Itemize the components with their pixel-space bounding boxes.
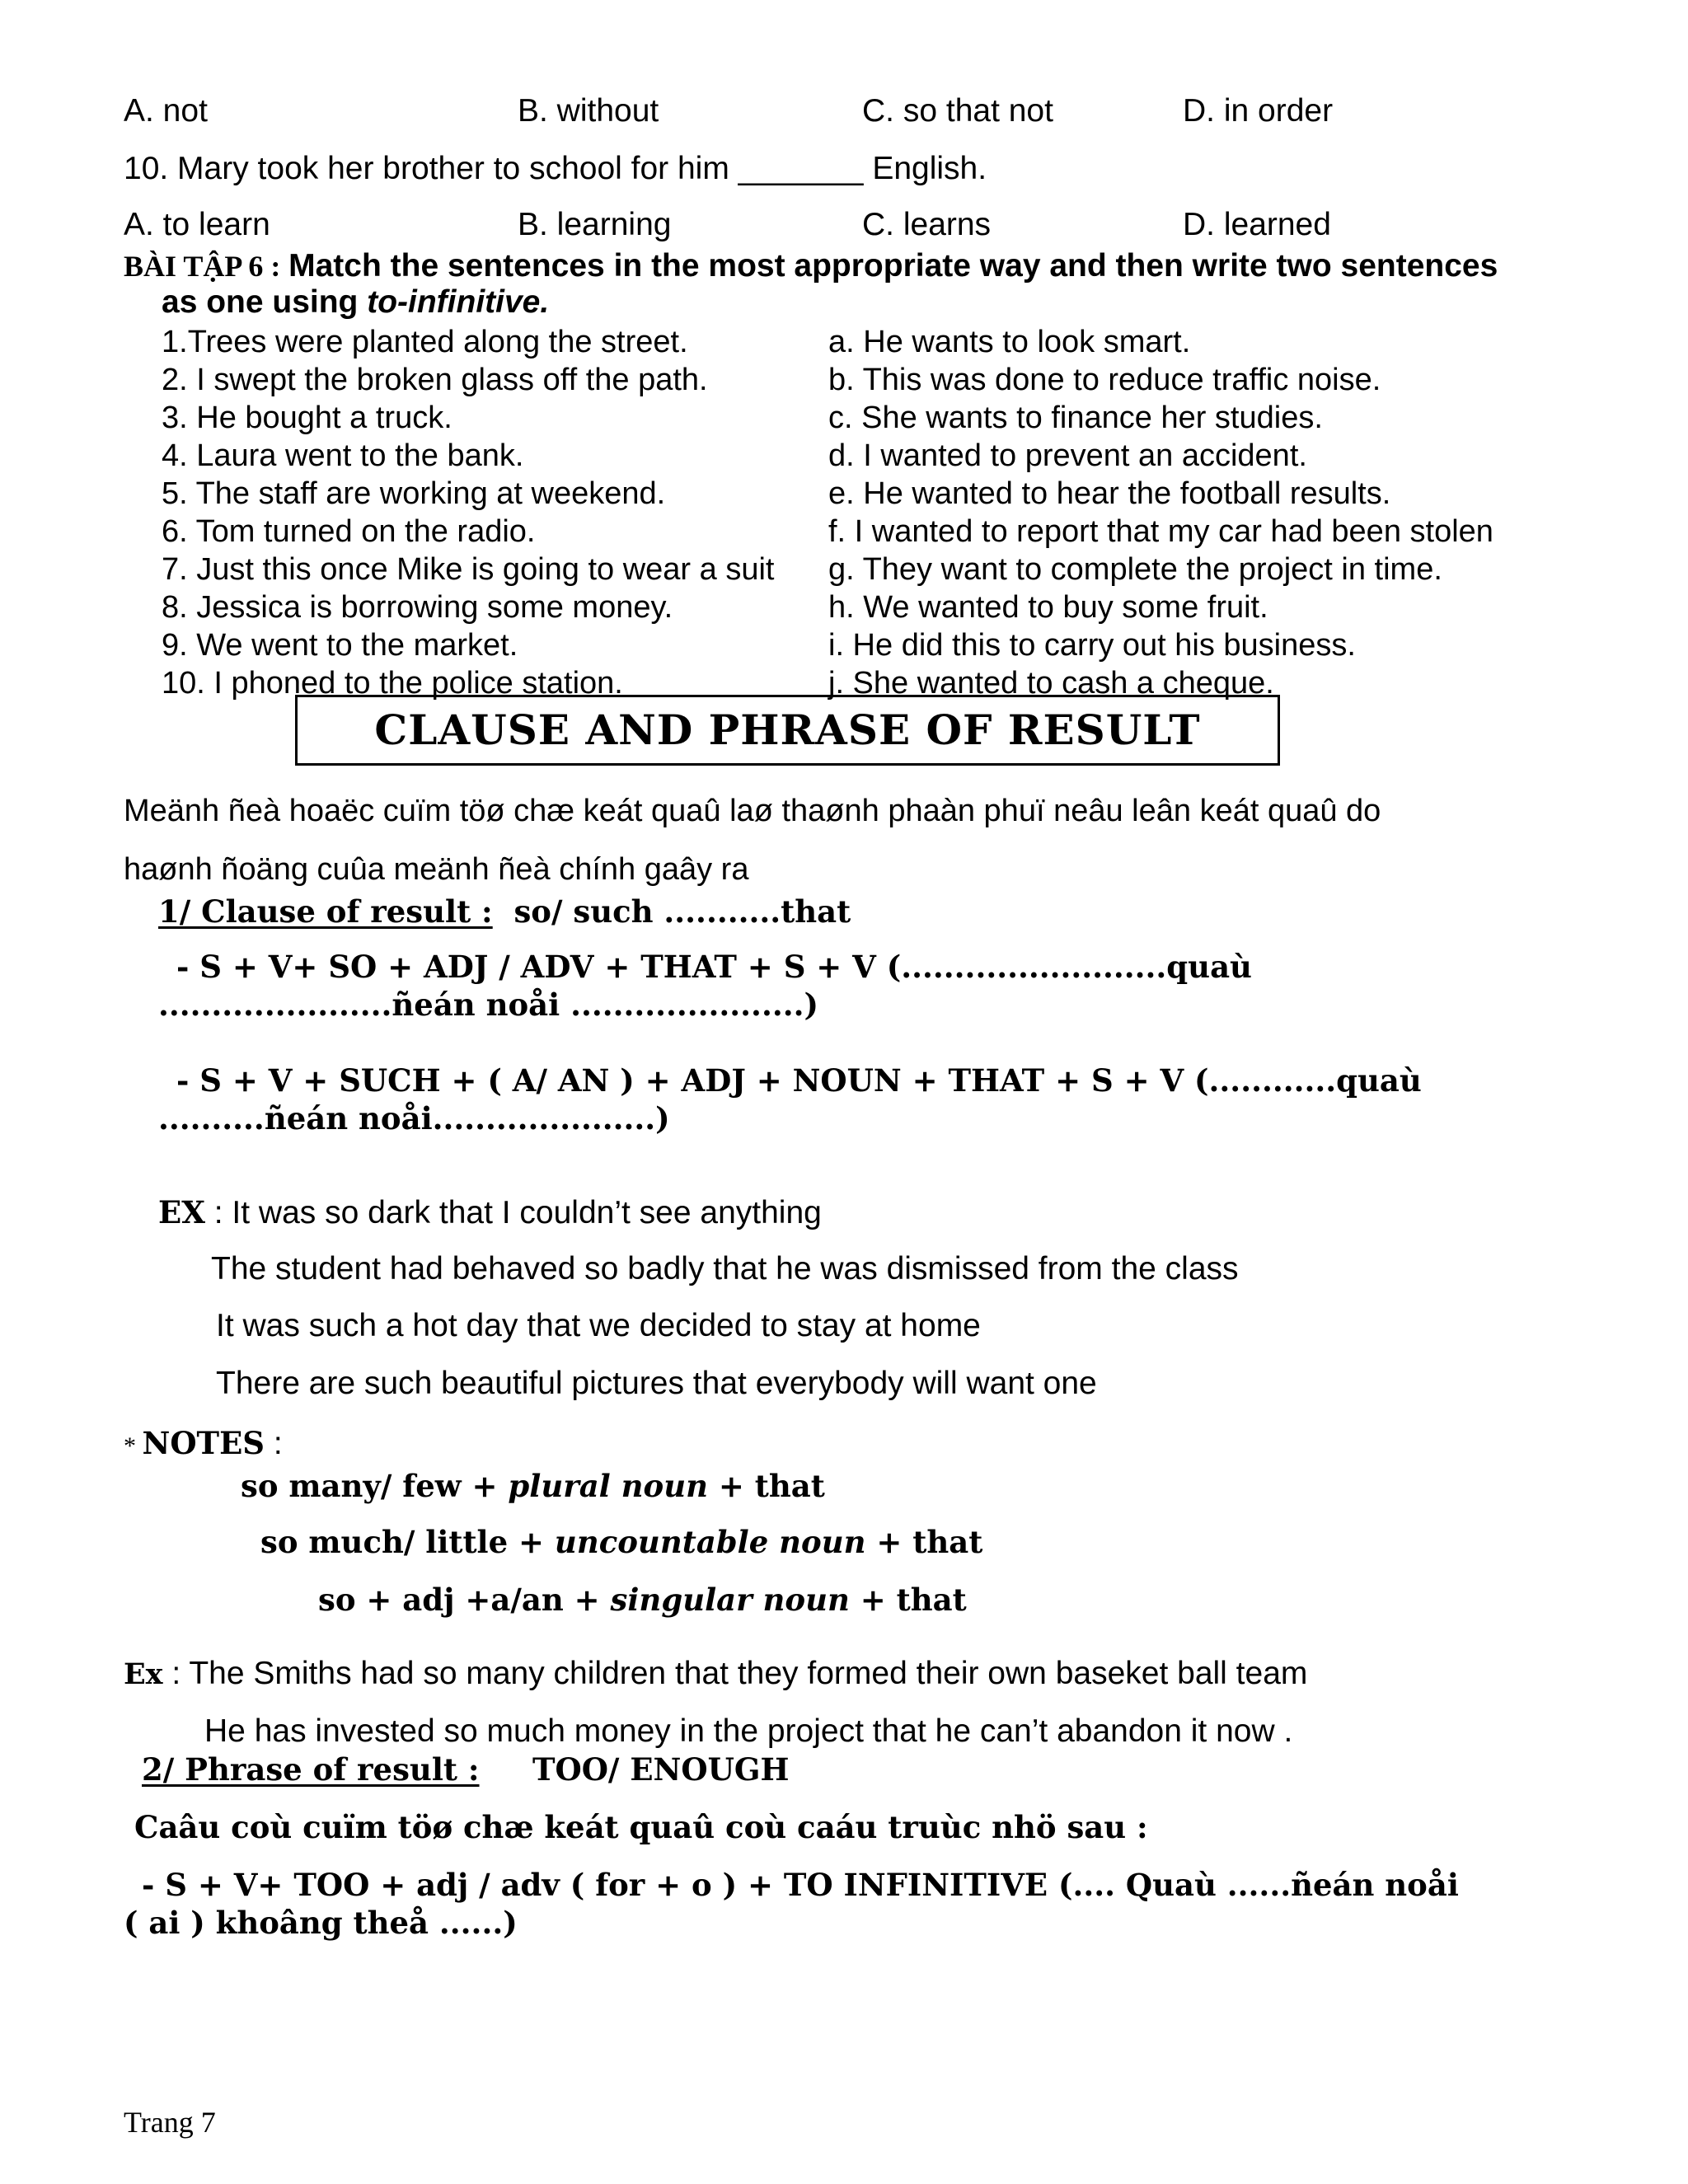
phrase-heading-title: 2/ Phrase of result : — [142, 1751, 480, 1788]
notes-rule1-b: plural noun — [508, 1468, 709, 1504]
clause-example2: The student had behaved so badly that he was dismissed from the class — [211, 1251, 1239, 1286]
clause-heading — [158, 893, 851, 930]
match-left-item: 10. I phoned to the police station. — [162, 666, 623, 701]
q10-option-d: D. learned — [1183, 207, 1331, 242]
notes-rule1 — [241, 1467, 825, 1505]
match-left-item: 6. Tom turned on the radio. — [162, 514, 536, 549]
intro-line2: haønh ñoäng cuûa meänh ñeà chính gaây ra — [124, 852, 749, 887]
clause-formula1-line2: ......................ñeán noåi ......................) — [158, 987, 818, 1023]
match-left-item: 1.Trees were planted along the street. — [162, 325, 688, 359]
phrase-description: Caâu coù cuïm töø chæ keát quaû coù caáu truùc nhö sau : — [134, 1809, 1148, 1845]
q10-option-a: A. to learn — [124, 207, 270, 242]
section-title: CLAUSE AND PHRASE OF RESULT — [374, 705, 1201, 754]
page-footer: Trang 7 — [124, 2106, 216, 2139]
notes-label — [124, 1424, 283, 1465]
clause-ex-label: EX — [158, 1194, 205, 1230]
match-right-item: i. He did this to carry out his business. — [828, 628, 1356, 663]
q9-option-d: D. in order — [1183, 93, 1334, 129]
notes-rule3 — [318, 1581, 967, 1619]
match-right-item: f. I wanted to report that my car had been stolen — [828, 514, 1493, 549]
match-right-item: h. We wanted to buy some fruit. — [828, 590, 1268, 625]
phrase-formula-line1: - S + V+ TOO + adj / adv ( for + o ) + TO INFINITIVE (.... Quaù ......ñeán noåi — [142, 1867, 1459, 1903]
notes-ex-label: Ex — [124, 1657, 163, 1691]
q10-option-b: B. learning — [518, 207, 672, 242]
match-right-item: b. This was done to reduce traffic noise. — [828, 363, 1381, 397]
notes-example2: He has invested so much money in the project that he can’t abandon it now . — [204, 1713, 1293, 1749]
clause-formula1-line1: - S + V+ SO + ADJ / ADV + THAT + S + V (.........................quaù — [176, 949, 1252, 985]
notes-rule2 — [260, 1523, 982, 1561]
clause-formula2-line2: ..........ñeán noåi.....................) — [158, 1100, 670, 1137]
match-left-item: 2. I swept the broken glass off the path. — [162, 363, 708, 397]
q9-option-c: C. so that not — [862, 93, 1053, 129]
notes-rule3-c: + that — [849, 1582, 967, 1618]
match-right-item: g. They want to complete the project in time. — [828, 552, 1442, 587]
q9-option-a: A. not — [124, 93, 208, 129]
exercise6-instruction-prefix: as one using — [162, 284, 368, 320]
match-right-item: j. She wanted to cash a cheque. — [828, 666, 1274, 701]
match-left-item: 5. The staff are working at weekend. — [162, 476, 666, 511]
intro-line1: Meänh ñeà hoaëc cuïm töø chæ keát quaû laø thaønh phaàn phuï neâu leân keát quaû do — [124, 794, 1381, 828]
match-left-item: 7. Just this once Mike is going to wear a suit — [162, 552, 775, 587]
phrase-heading-rest: TOO/ ENOUGH — [532, 1751, 790, 1788]
clause-example3: It was such a hot day that we decided to stay at home — [216, 1308, 981, 1343]
match-right-item: a. He wants to look smart. — [828, 325, 1191, 359]
notes-rule1-c: + that — [708, 1468, 825, 1504]
match-left-item: 3. He bought a truck. — [162, 401, 452, 435]
match-left-item: 9. We went to the market. — [162, 628, 518, 663]
match-right-item: c. She wants to finance her studies. — [828, 401, 1323, 435]
clause-example1 — [158, 1193, 822, 1232]
clause-heading-title: 1/ Clause of result : — [158, 893, 493, 930]
notes-rule1-a: so many/ few + — [241, 1468, 509, 1504]
clause-heading-rest: so/ such ...........that — [513, 893, 851, 930]
match-right-item: d. I wanted to prevent an accident. — [828, 438, 1307, 473]
match-right-item: e. He wanted to hear the football results. — [828, 476, 1391, 511]
notes-star: * — [124, 1432, 143, 1460]
match-left-item: 4. Laura went to the bank. — [162, 438, 524, 473]
notes-rule2-b: uncountable noun — [554, 1524, 866, 1560]
exercise6-right-column — [828, 323, 1493, 702]
phrase-heading — [142, 1750, 789, 1788]
clause-ex1-text: : It was so dark that I couldn’t see anything — [204, 1195, 822, 1230]
notes-rule3-b: singular noun — [610, 1582, 850, 1618]
notes-rule2-c: + that — [865, 1524, 983, 1560]
notes-rule2-a: so much/ little + — [260, 1524, 555, 1560]
exercise6-left-column — [162, 323, 774, 702]
section-title-box — [295, 695, 1280, 766]
q10-option-c: C. learns — [862, 207, 992, 242]
match-left-item: 8. Jessica is borrowing some money. — [162, 590, 673, 625]
phrase-formula-line2: ( ai ) khoâng theå ......) — [124, 1905, 518, 1941]
exercise6-instruction-italic: to-infinitive. — [367, 284, 550, 320]
notes-ex1-text: : The Smiths had so many children that they formed their own baseket ball team — [162, 1656, 1308, 1691]
q9-option-b: B. without — [518, 93, 659, 129]
notes-rule3-a: so + adj +a/an + — [318, 1582, 611, 1618]
notes-colon: : — [265, 1426, 283, 1461]
q10-question: 10. Mary took her brother to school for him _______ English. — [124, 151, 987, 186]
notes-example1 — [124, 1655, 1307, 1694]
notes-label-text: NOTES — [142, 1425, 265, 1461]
exercise6-heading — [124, 247, 1498, 285]
clause-example4: There are such beautiful pictures that everybody will want one — [216, 1366, 1097, 1401]
clause-formula2-line1: - S + V + SUCH + ( A/ AN ) + ADJ + NOUN + THAT + S + V (............quaù — [176, 1062, 1422, 1099]
exercise6-instruction: Match the sentences in the most appropriate way and then write two sentences — [288, 248, 1498, 284]
exercise6-label: BÀI TẬP 6 : — [124, 250, 281, 283]
exercise6-instruction-line2 — [162, 284, 549, 321]
